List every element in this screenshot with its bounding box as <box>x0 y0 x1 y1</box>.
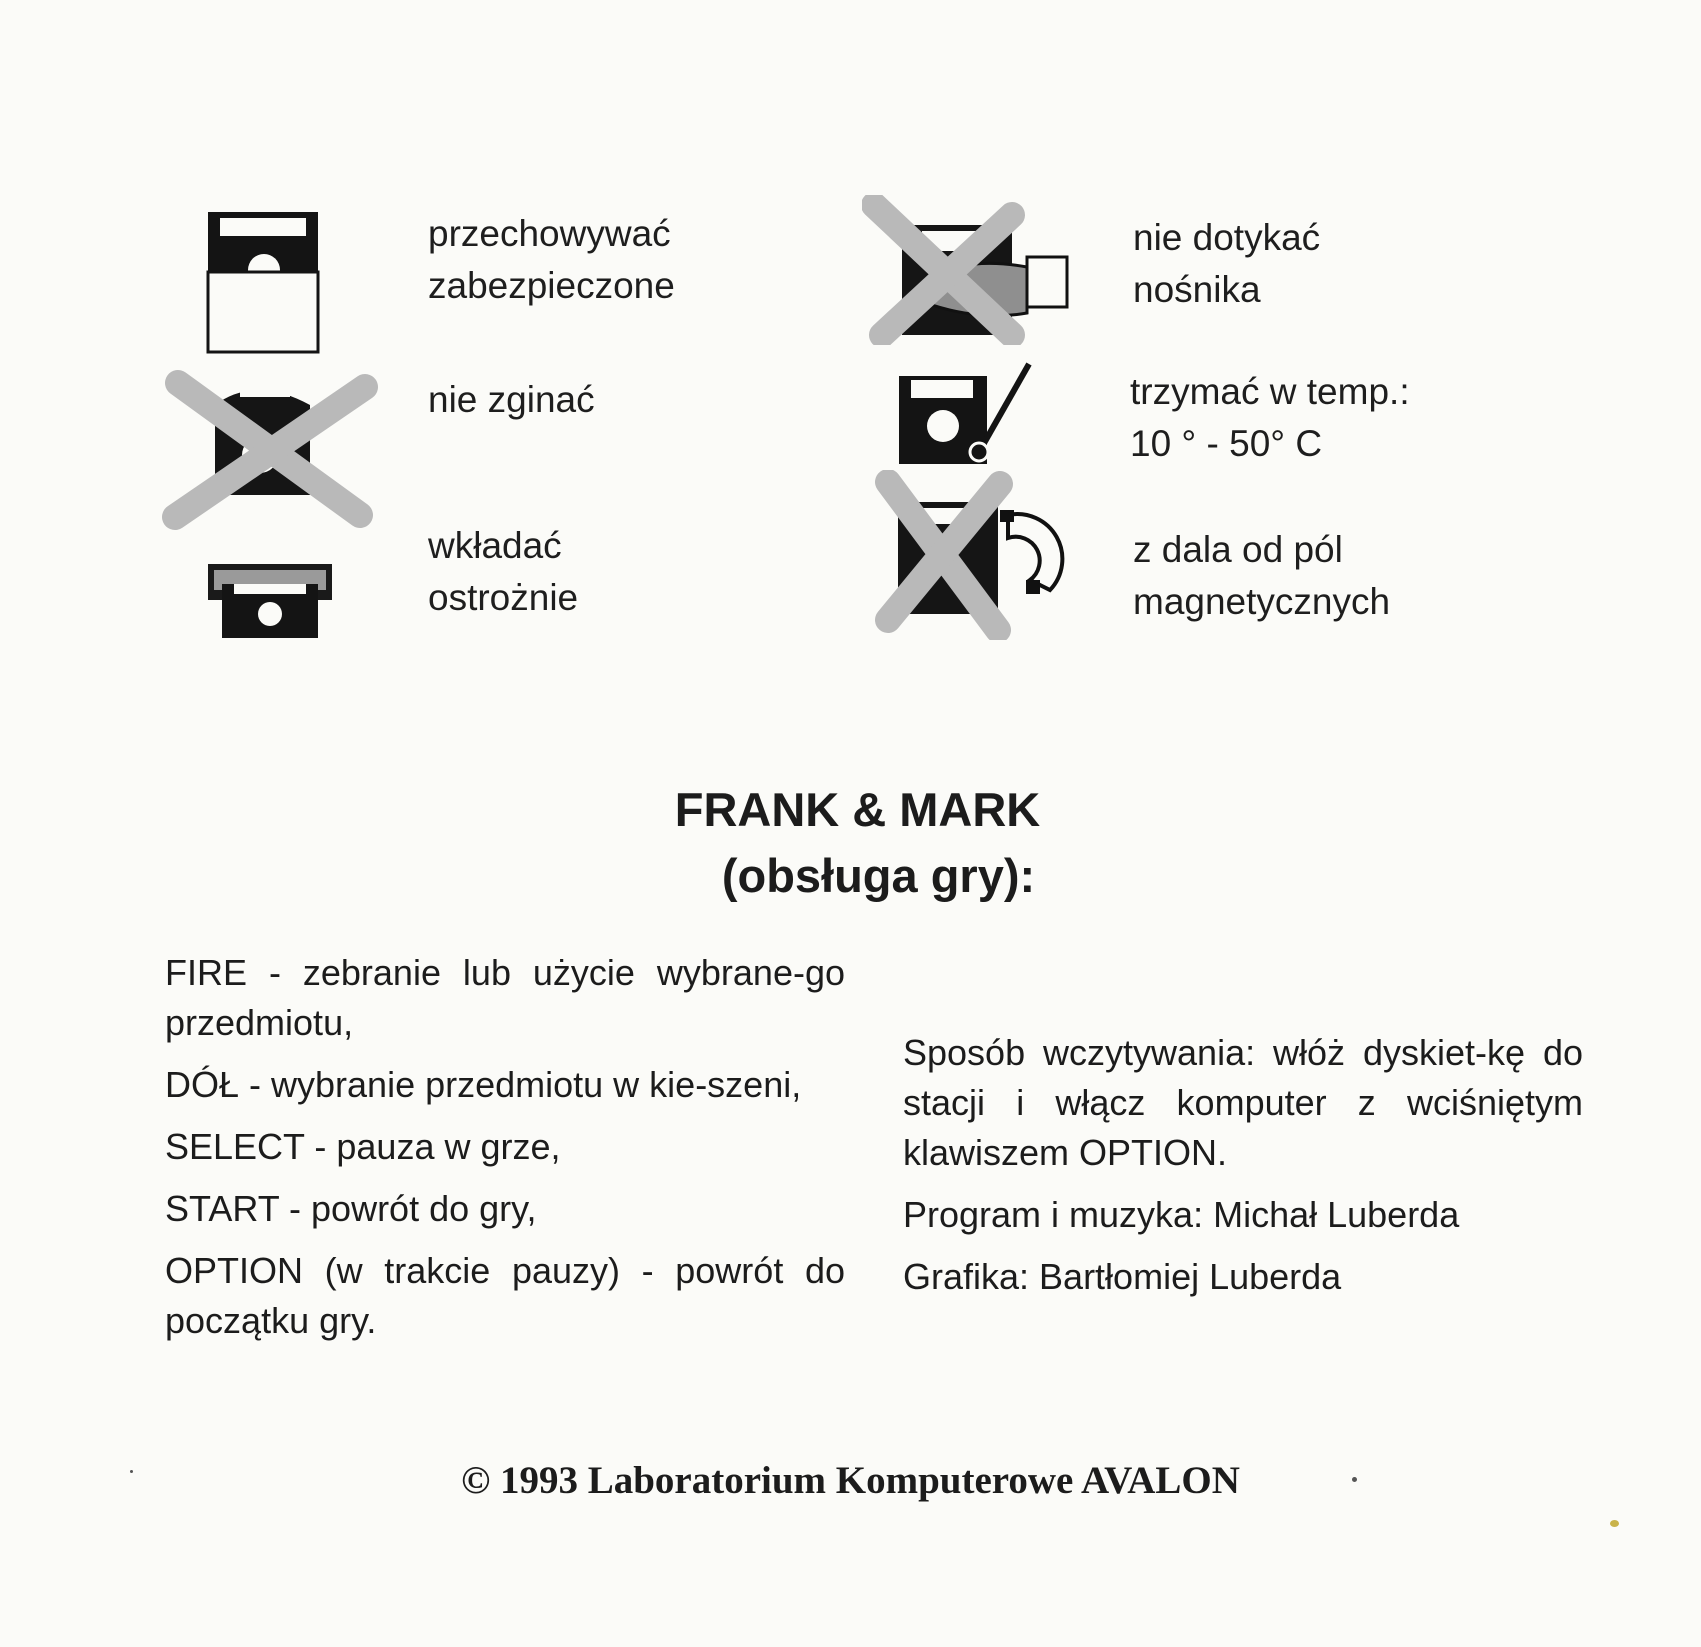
care-line: ostrożnie <box>428 577 579 618</box>
care-line: wkładać <box>428 525 562 566</box>
care-insert-carefully <box>428 520 578 624</box>
care-temperature <box>1130 366 1410 470</box>
floppy-sleeve-icon <box>206 210 322 354</box>
loading-instructions: Sposób wczytywania: włóż dyskiet-kę do stacji i włącz komputer z wciśniętym klawiszem OPTION. <box>903 1032 1583 1173</box>
care-no-bend <box>428 374 595 426</box>
care-line: nie zginać <box>428 379 595 420</box>
care-line: z dala od pól <box>1133 529 1343 570</box>
title-line-1: FRANK & MARK <box>674 783 1041 836</box>
care-line: 10 ° - 50° C <box>1130 423 1323 464</box>
care-line: magnetycznych <box>1133 581 1391 622</box>
speck <box>130 1470 133 1473</box>
title-line-2: (obsługa gry): <box>721 849 1036 902</box>
care-no-touch <box>1133 212 1320 316</box>
no-bend-icon <box>160 365 382 535</box>
control-option: OPTION (w trakcie pauzy) - powrót do początku gry. <box>165 1250 845 1341</box>
floppy-insert-icon <box>206 562 334 640</box>
credit-graphics: Grafika: Bartłomiej Luberda <box>903 1256 1342 1297</box>
speck <box>1610 1520 1619 1527</box>
page-title <box>0 777 1701 909</box>
care-store-protected <box>428 208 675 312</box>
controls-list <box>165 948 845 1358</box>
care-line: przechowywać <box>428 213 671 254</box>
no-touch-icon <box>862 195 1084 345</box>
care-line: nie dotykać <box>1133 217 1321 258</box>
speck <box>1352 1477 1357 1482</box>
care-line: nośnika <box>1133 269 1261 310</box>
loading-info <box>903 1028 1583 1314</box>
no-magnet-icon <box>868 470 1088 640</box>
care-no-magnets <box>1133 524 1390 628</box>
control-down: DÓŁ - wybranie przedmiotu w kie-szeni, <box>165 1064 802 1105</box>
control-select: SELECT - pauza w grze, <box>165 1126 561 1167</box>
control-fire: FIRE - zebranie lub użycie wybrane-go przedmiotu, <box>165 952 845 1043</box>
thermometer-icon <box>897 362 1033 466</box>
credit-program: Program i muzyka: Michał Luberda <box>903 1194 1460 1235</box>
care-line: trzymać w temp.: <box>1130 371 1410 412</box>
care-line: zabezpieczone <box>428 265 675 306</box>
control-start: START - powrót do gry, <box>165 1188 537 1229</box>
copyright: © 1993 Laboratorium Komputerowe AVALON <box>461 1459 1240 1502</box>
